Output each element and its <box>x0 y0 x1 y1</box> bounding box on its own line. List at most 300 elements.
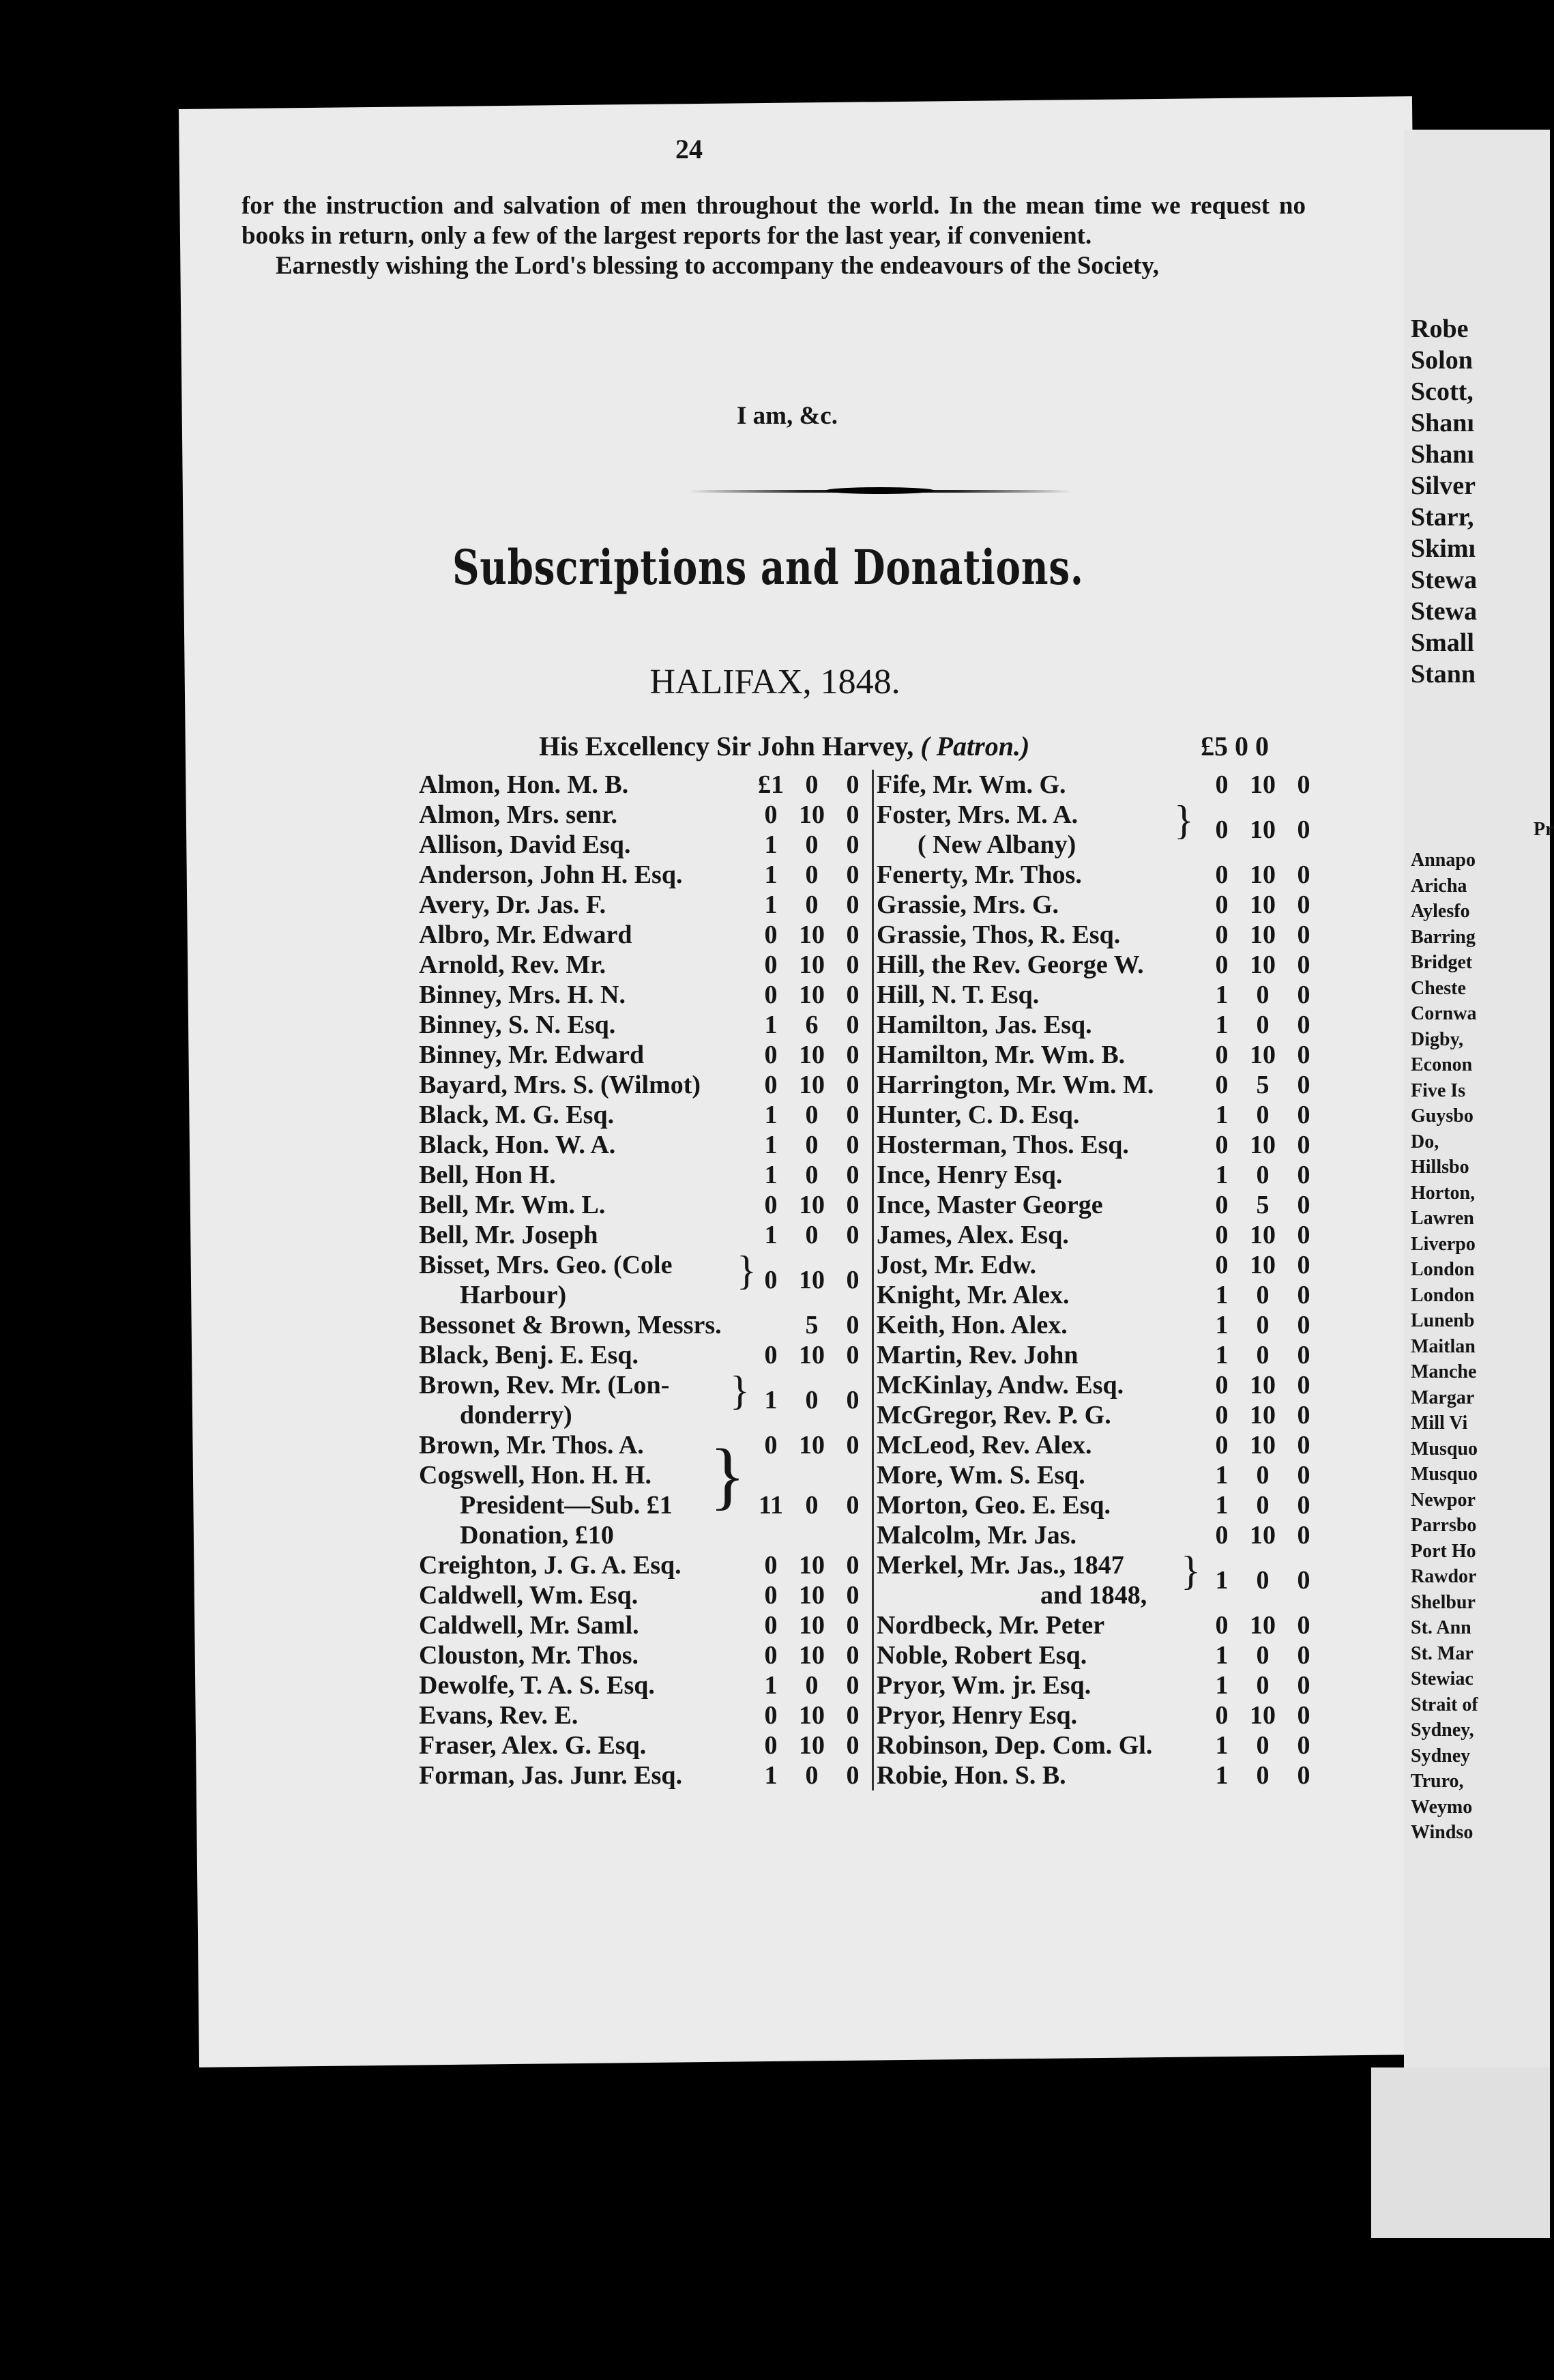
amount-pounds: 0 <box>1215 1131 1229 1159</box>
amount-shillings: 10 <box>1250 1401 1276 1430</box>
list-item <box>416 890 873 920</box>
subscriber-name: Malcolm, Mr. Jas. <box>877 1521 1077 1550</box>
list-item <box>874 1340 1324 1370</box>
amount-pounds: 0 <box>1215 1191 1229 1219</box>
amount-shillings: 0 <box>1256 1341 1270 1369</box>
amount-shillings: 10 <box>799 1431 825 1460</box>
subscriber-name: Pryor, Wm. jr. Esq. <box>877 1671 1091 1700</box>
amount-pounds: 0 <box>764 950 778 979</box>
subscriber-name: Bell, Mr. Wm. L. <box>419 1191 606 1219</box>
amount-pounds: 0 <box>764 1431 778 1460</box>
subscriber-name: Bisset, Mrs. Geo. (Cole <box>419 1251 673 1279</box>
amount-pence: 0 <box>1297 815 1310 844</box>
amount-pence: 0 <box>1297 981 1310 1009</box>
list-item <box>416 1130 873 1160</box>
amount-pounds: 1 <box>764 1101 778 1129</box>
amount-shillings: 0 <box>1256 1491 1270 1520</box>
list-item <box>416 1190 873 1220</box>
subscriber-name: Hosterman, Thos. Esq. <box>877 1131 1129 1159</box>
amount-pence: 0 <box>846 1431 860 1460</box>
amount-shillings: 10 <box>799 950 825 979</box>
amount-pence: 0 <box>1297 1371 1310 1399</box>
subscriber-name: Hill, N. T. Esq. <box>877 981 1040 1009</box>
amount-pence: 0 <box>846 770 860 799</box>
adjacent-page-line: Lunenb <box>1411 1310 1475 1331</box>
amount-pounds: 0 <box>764 1266 778 1294</box>
subscriber-name: Morton, Geo. E. Esq. <box>877 1491 1111 1520</box>
amount-pounds: 0 <box>1215 815 1229 844</box>
amount-shillings: 0 <box>1256 1671 1270 1700</box>
adjacent-page-line: Solon <box>1411 346 1473 375</box>
subscriber-name: Grassie, Thos, R. Esq. <box>877 920 1121 949</box>
adjacent-page-line: Manche <box>1411 1361 1477 1382</box>
section-divider-ornament <box>825 487 935 494</box>
list-item <box>416 1700 873 1730</box>
amount-shillings: 0 <box>805 1761 819 1790</box>
list-item <box>416 1730 873 1760</box>
list-item <box>874 1220 1324 1250</box>
amount-pounds: 11 <box>759 1491 783 1520</box>
list-item <box>416 1370 873 1430</box>
amount-shillings: 0 <box>805 1131 819 1159</box>
subscriber-name: Caldwell, Wm. Esq. <box>419 1581 639 1610</box>
amount-shillings: 0 <box>805 1161 819 1189</box>
amount-pence: 0 <box>1297 1491 1310 1520</box>
amount-shillings: 10 <box>1250 1611 1276 1640</box>
amount-pounds: 1 <box>1215 1311 1229 1339</box>
amount-pounds: 0 <box>764 1731 778 1760</box>
amount-pence: 0 <box>846 1101 860 1129</box>
subscriber-name: Albro, Mr. Edward <box>419 920 632 949</box>
amount-shillings: 10 <box>1250 860 1276 889</box>
subscriber-name: Keith, Hon. Alex. <box>877 1311 1068 1339</box>
list-item <box>874 1640 1324 1670</box>
adjacent-page <box>1404 130 1554 2067</box>
amount-shillings: 10 <box>1250 1251 1276 1279</box>
page-title: Subscriptions and Donations. <box>452 539 1084 596</box>
adjacent-page-line: Liverpo <box>1411 1233 1476 1255</box>
amount-pence: 0 <box>1297 1251 1310 1279</box>
list-item <box>874 1520 1324 1550</box>
amount-shillings: 10 <box>799 1341 825 1369</box>
amount-shillings: 0 <box>1256 1566 1270 1595</box>
list-item <box>874 1400 1324 1430</box>
amount-pounds: 1 <box>1215 1461 1229 1490</box>
adjacent-page-section: Pr <box>1534 819 1554 840</box>
list-item <box>416 1160 873 1190</box>
amount-pence: 0 <box>846 1071 860 1099</box>
adjacent-page-line: Windso <box>1411 1822 1474 1843</box>
list-item <box>416 770 873 800</box>
amount-shillings: 0 <box>805 1671 819 1700</box>
subscriber-name-cont: donderry) <box>460 1401 572 1430</box>
amount-pence: 0 <box>1297 920 1310 949</box>
amount-shillings: 10 <box>1250 950 1276 979</box>
subscribers-left-column <box>416 770 873 1790</box>
list-item <box>874 1190 1324 1220</box>
list-item <box>416 1310 873 1340</box>
subscriber-name: Cogswell, Hon. H. H. <box>419 1461 651 1490</box>
subscriber-name: Hill, the Rev. George W. <box>877 950 1144 979</box>
page-number: 24 <box>675 134 703 164</box>
amount-pence: 0 <box>846 1311 860 1339</box>
amount-pence: 0 <box>846 1581 860 1610</box>
amount-shillings: 10 <box>1250 770 1276 799</box>
amount-pence: 0 <box>846 1641 860 1670</box>
amount-pounds: 0 <box>1215 770 1229 799</box>
amount-shillings: 0 <box>1256 1761 1270 1790</box>
amount-shillings: 5 <box>805 1311 819 1339</box>
amount-pence: 0 <box>1297 1641 1310 1670</box>
adjacent-page-line: Weymo <box>1411 1796 1473 1818</box>
amount-pounds: 1 <box>764 1161 778 1189</box>
subscriber-name: Merkel, Mr. Jas., 1847 <box>877 1551 1124 1580</box>
amount-pounds: 1 <box>1215 1566 1229 1595</box>
amount-shillings: 10 <box>799 920 825 949</box>
amount-shillings: 0 <box>1256 981 1270 1009</box>
amount-pence: 0 <box>1297 1191 1310 1219</box>
amount-pounds: 1 <box>1215 1671 1229 1700</box>
adjacent-page-line: Cornwa <box>1411 1003 1477 1024</box>
amount-pence: 0 <box>1297 1461 1310 1490</box>
adjacent-page-line: Barring <box>1411 926 1476 948</box>
amount-pence: 0 <box>1297 1401 1310 1430</box>
amount-pounds: 1 <box>764 1671 778 1700</box>
subscriber-name: Almon, Hon. M. B. <box>419 770 629 799</box>
amount-pounds: 0 <box>1215 1701 1229 1730</box>
amount-shillings: 5 <box>1256 1191 1270 1219</box>
adjacent-page-lower <box>1371 2067 1550 2238</box>
list-item <box>874 1040 1324 1070</box>
patron-amount: £5 0 0 <box>1201 731 1269 761</box>
adjacent-page-line: Maitlan <box>1411 1335 1476 1357</box>
amount-pence: 0 <box>1297 1611 1310 1640</box>
intro-paragraph-1: for the instruction and salvation of men throughout the world. In the mean time we request no books in return, only a few of the largest reports for the last year, if convenient. <box>241 192 1306 250</box>
list-item <box>874 1280 1324 1310</box>
adjacent-page-line: Sydney <box>1411 1745 1471 1767</box>
subscriber-name: Foster, Mrs. M. A. <box>877 800 1079 829</box>
amount-shillings: 0 <box>1256 1011 1270 1039</box>
amount-shillings: 10 <box>799 1581 825 1610</box>
adjacent-page-line: Sydney, <box>1411 1719 1474 1741</box>
amount-shillings: 0 <box>805 830 819 859</box>
subscriber-name: Dewolfe, T. A. S. Esq. <box>419 1671 655 1700</box>
adjacent-page-line: Horton, <box>1411 1182 1476 1204</box>
list-item <box>874 1730 1324 1760</box>
amount-pence: 0 <box>846 1191 860 1219</box>
adjacent-page-line: Margar <box>1411 1387 1475 1408</box>
subscriber-name: Robie, Hon. S. B. <box>877 1761 1066 1790</box>
amount-shillings: 0 <box>1256 1731 1270 1760</box>
amount-shillings: 0 <box>1256 1311 1270 1339</box>
subscriber-name: Almon, Mrs. senr. <box>419 800 617 829</box>
amount-pence: 0 <box>846 1161 860 1189</box>
list-item <box>416 1070 873 1100</box>
amount-shillings: 10 <box>799 800 825 829</box>
list-item <box>416 1100 873 1130</box>
subscriber-name: Robinson, Dep. Com. Gl. <box>877 1731 1153 1760</box>
amount-shillings: 10 <box>799 1701 825 1730</box>
amount-pence: 0 <box>1297 1671 1310 1700</box>
subscriber-name: Arnold, Rev. Mr. <box>419 950 606 979</box>
adjacent-page-line: Newpor <box>1411 1489 1476 1511</box>
list-item <box>874 980 1324 1010</box>
subscriber-name: Hamilton, Jas. Esq. <box>877 1011 1092 1039</box>
list-item <box>416 980 873 1010</box>
amount-shillings: 10 <box>799 1191 825 1219</box>
adjacent-page-line: Hillsbo <box>1411 1157 1469 1178</box>
amount-shillings: 10 <box>1250 1431 1276 1460</box>
subscriber-name: Binney, Mrs. H. N. <box>419 981 626 1009</box>
subscriber-name: Jost, Mr. Edw. <box>877 1251 1037 1279</box>
list-item <box>874 1160 1324 1190</box>
list-item <box>416 830 873 860</box>
amount-shillings: 10 <box>799 1611 825 1640</box>
amount-shillings: 0 <box>1256 1281 1270 1309</box>
adjacent-page-line: Scott, <box>1411 377 1474 406</box>
amount-shillings: 0 <box>805 890 819 919</box>
amount-pence: 0 <box>1297 770 1310 799</box>
list-item <box>874 1550 1324 1610</box>
amount-pounds: 0 <box>764 1701 778 1730</box>
list-item <box>874 1070 1324 1100</box>
amount-pence: 0 <box>846 1341 860 1369</box>
amount-shillings: 6 <box>805 1011 819 1039</box>
adjacent-page-line: Skimı <box>1411 534 1476 563</box>
subscriber-name-cont: and 1848, <box>1040 1581 1147 1610</box>
amount-pounds: 0 <box>1215 1401 1229 1430</box>
patron-role: ( Patron.) <box>920 731 1030 761</box>
subscriber-name-cont: Donation, £10 <box>460 1521 614 1550</box>
amount-pence: 0 <box>1297 1761 1310 1790</box>
subscriber-name: Brown, Rev. Mr. (Lon- <box>419 1371 670 1399</box>
amount-shillings: 0 <box>805 1221 819 1249</box>
amount-pounds: 0 <box>1215 1611 1229 1640</box>
adjacent-page-line: Robe <box>1411 315 1469 343</box>
list-item <box>874 1430 1324 1460</box>
amount-pence: 0 <box>1297 1161 1310 1189</box>
subscribers-right-column <box>872 770 1324 1790</box>
amount-pounds: 1 <box>1215 1281 1229 1309</box>
amount-pounds: 0 <box>764 1611 778 1640</box>
amount-pounds: 1 <box>1215 1761 1229 1790</box>
amount-pounds: 0 <box>1215 1371 1229 1399</box>
adjacent-page-line: Silver <box>1411 471 1476 500</box>
amount-pence: 0 <box>1297 1566 1310 1595</box>
list-item <box>416 860 873 890</box>
subscriber-name: Martin, Rev. John <box>877 1341 1079 1369</box>
amount-pence: 0 <box>846 830 860 859</box>
amount-pence: 0 <box>1297 1011 1310 1039</box>
amount-pence: 0 <box>846 1761 860 1790</box>
amount-pounds: 0 <box>764 920 778 949</box>
list-item <box>416 1670 873 1700</box>
amount-pence: 0 <box>846 1551 860 1580</box>
subscriber-name: Binney, Mr. Edward <box>419 1041 645 1069</box>
amount-pounds: 0 <box>764 1191 778 1219</box>
amount-shillings: 10 <box>799 981 825 1009</box>
amount-pence: 0 <box>846 1041 860 1069</box>
amount-pence: 0 <box>846 1701 860 1730</box>
subscriber-name-cont: Harbour) <box>460 1281 567 1309</box>
adjacent-page-line: Do, <box>1411 1131 1439 1152</box>
adjacent-page-line: Guysbo <box>1411 1105 1474 1127</box>
amount-pounds: 1 <box>1215 1641 1229 1670</box>
amount-shillings: 0 <box>805 860 819 889</box>
adjacent-page-line: Stewa <box>1411 566 1478 594</box>
subscriber-name: Ince, Master George <box>877 1191 1103 1219</box>
subscriber-name: Nordbeck, Mr. Peter <box>877 1611 1105 1640</box>
brace-icon: } <box>737 1248 757 1293</box>
amount-pence: 0 <box>846 1731 860 1760</box>
amount-pounds: 1 <box>764 1131 778 1159</box>
amount-pence: 0 <box>1297 1311 1310 1339</box>
list-item <box>874 1670 1324 1700</box>
adjacent-page-line: Shelbur <box>1411 1591 1476 1613</box>
adjacent-page-line: Aricha <box>1411 875 1467 897</box>
subscriber-name: McLeod, Rev. Alex. <box>877 1431 1092 1460</box>
amount-pounds: 1 <box>764 1386 778 1414</box>
amount-shillings: 10 <box>799 1266 825 1294</box>
amount-shillings: 0 <box>805 1491 819 1520</box>
subscriber-name: Caldwell, Mr. Saml. <box>419 1611 639 1640</box>
adjacent-page-line: Rawdor <box>1411 1566 1477 1587</box>
subscriber-name: Bell, Hon H. <box>419 1161 556 1189</box>
amount-shillings: 0 <box>1256 1641 1270 1670</box>
amount-pence: 0 <box>846 1011 860 1039</box>
subscriber-name: Bell, Mr. Joseph <box>419 1221 598 1249</box>
amount-shillings: 10 <box>1250 890 1276 919</box>
adjacent-page-line: Cheste <box>1411 977 1466 999</box>
adjacent-page-line: Bridget <box>1411 952 1473 973</box>
amount-pence: 0 <box>1297 890 1310 919</box>
list-item <box>874 1310 1324 1340</box>
amount-shillings: 10 <box>1250 1701 1276 1730</box>
subscriber-name: Creighton, J. G. A. Esq. <box>419 1551 681 1580</box>
amount-shillings: 10 <box>1250 815 1276 844</box>
adjacent-page-line: St. Ann <box>1411 1617 1471 1638</box>
amount-shillings: 10 <box>799 1641 825 1670</box>
adjacent-page-line: Annapo <box>1411 850 1476 871</box>
letter-closing: I am, &c. <box>737 402 838 430</box>
adjacent-page-line: Mill Vi <box>1411 1412 1468 1434</box>
subscriber-name: James, Alex. Esq. <box>877 1221 1069 1249</box>
amount-pence: 0 <box>846 890 860 919</box>
amount-pounds: 0 <box>1215 890 1229 919</box>
adjacent-page-line: Shanı <box>1411 409 1474 437</box>
amount-pence: 0 <box>846 1266 860 1294</box>
amount-shillings: 0 <box>1256 1461 1270 1490</box>
patron-line <box>539 730 1029 762</box>
subscriber-name: Hamilton, Mr. Wm. B. <box>877 1041 1126 1069</box>
amount-shillings: 5 <box>1256 1071 1270 1099</box>
brace-icon: } <box>1181 1548 1201 1593</box>
amount-pounds: £1 <box>758 770 784 799</box>
adjacent-page-line: Stann <box>1411 660 1476 688</box>
amount-pounds: 1 <box>764 1221 778 1249</box>
amount-pence: 0 <box>1297 1281 1310 1309</box>
amount-shillings: 0 <box>1256 1101 1270 1129</box>
subscriber-name: Anderson, John H. Esq. <box>419 860 683 889</box>
list-item <box>874 1010 1324 1040</box>
amount-pounds: 0 <box>1215 1221 1229 1249</box>
adjacent-page-line: Strait of <box>1411 1694 1478 1715</box>
amount-pounds: 0 <box>764 1041 778 1069</box>
list-item <box>416 1550 873 1580</box>
amount-pounds: 0 <box>764 1641 778 1670</box>
adjacent-page-line: Starr, <box>1411 503 1474 532</box>
subscriber-name: Harrington, Mr. Wm. M. <box>877 1071 1154 1099</box>
adjacent-page-line: Small <box>1411 628 1474 657</box>
subscriber-name-cont: President—Sub. £1 <box>460 1491 673 1520</box>
amount-pounds: 1 <box>1215 1161 1229 1189</box>
amount-shillings: 10 <box>1250 1371 1276 1399</box>
amount-pence: 0 <box>1297 1521 1310 1550</box>
adjacent-page-line: Lawren <box>1411 1208 1474 1229</box>
subscriber-name: Avery, Dr. Jas. F. <box>419 890 606 919</box>
amount-pounds: 0 <box>1215 920 1229 949</box>
subscriber-name: Fife, Mr. Wm. G. <box>877 770 1066 799</box>
list-item <box>874 1100 1324 1130</box>
subscriber-name: More, Wm. S. Esq. <box>877 1461 1085 1490</box>
list-item <box>416 1220 873 1250</box>
amount-pounds: 0 <box>1215 950 1229 979</box>
subscriber-name: Allison, David Esq. <box>419 830 631 859</box>
amount-pence: 0 <box>1297 1101 1310 1129</box>
subscriber-name: Bayard, Mrs. S. (Wilmot) <box>419 1071 701 1099</box>
adjacent-page-line: Shanı <box>1411 440 1474 469</box>
brace-icon: } <box>709 1434 746 1517</box>
amount-pence: 0 <box>1297 860 1310 889</box>
amount-pounds: 1 <box>1215 1491 1229 1520</box>
brace-icon: } <box>730 1368 750 1413</box>
amount-pounds: 1 <box>764 1011 778 1039</box>
adjacent-page-line: Port Ho <box>1411 1540 1476 1562</box>
amount-pounds: 0 <box>1215 1431 1229 1460</box>
amount-pounds: 0 <box>764 1581 778 1610</box>
amount-shillings: 10 <box>1250 1041 1276 1069</box>
amount-pence: 0 <box>1297 950 1310 979</box>
amount-pounds: 0 <box>764 1341 778 1369</box>
list-item <box>416 920 873 950</box>
subscriber-name: Knight, Mr. Alex. <box>877 1281 1070 1309</box>
amount-pounds: 1 <box>1215 1341 1229 1369</box>
amount-pounds: 1 <box>764 860 778 889</box>
list-item <box>416 1640 873 1670</box>
subscriber-name-cont: ( New Albany) <box>918 830 1076 859</box>
list-item <box>416 1340 873 1370</box>
subscriber-name: McGregor, Rev. P. G. <box>877 1401 1111 1430</box>
adjacent-page-line: Musquo <box>1411 1464 1478 1485</box>
amount-pounds: 1 <box>764 1761 778 1790</box>
list-item <box>416 950 873 980</box>
list-item <box>874 1490 1324 1520</box>
list-item <box>874 1130 1324 1160</box>
list-item <box>874 920 1324 950</box>
subscriber-name: Clouston, Mr. Thos. <box>419 1641 639 1670</box>
amount-pence: 0 <box>1297 1701 1310 1730</box>
subscriber-name: Pryor, Henry Esq. <box>877 1701 1078 1730</box>
list-item <box>874 860 1324 890</box>
amount-pence: 0 <box>1297 1131 1310 1159</box>
list-item <box>874 1460 1324 1490</box>
amount-pence: 0 <box>846 1131 860 1159</box>
amount-pounds: 0 <box>1215 1071 1229 1099</box>
amount-pence: 0 <box>846 920 860 949</box>
subscriber-name: Noble, Robert Esq. <box>877 1641 1087 1670</box>
amount-shillings: 10 <box>1250 920 1276 949</box>
amount-pence: 0 <box>846 1221 860 1249</box>
